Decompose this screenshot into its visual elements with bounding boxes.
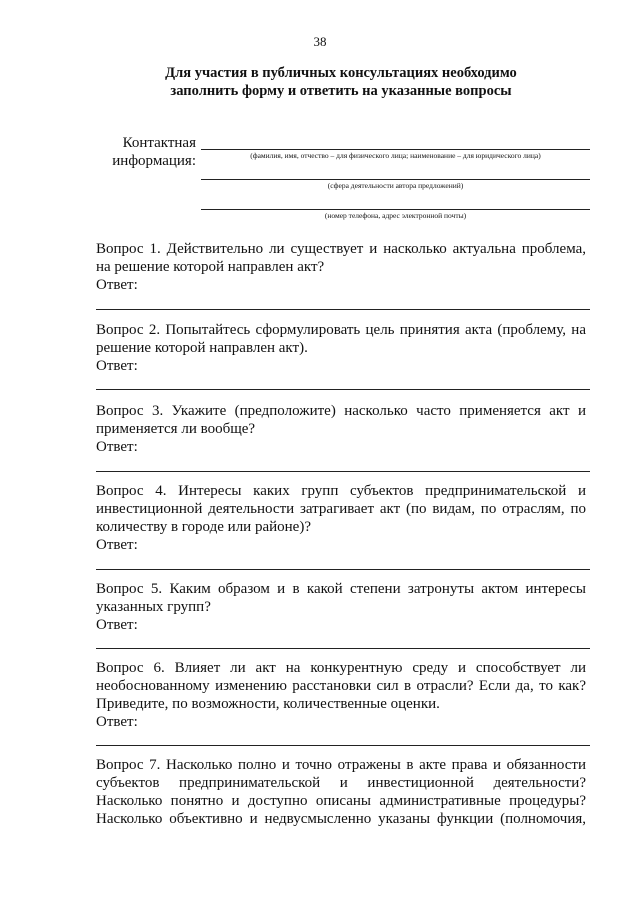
question-1-line-1: Вопрос 1. Действительно ли существует и насколько актуальна проблема, xyxy=(96,241,586,257)
question-3-line-1: Вопрос 3. Укажите (предположите) насколько часто применяется акт и xyxy=(96,403,586,419)
question-2-line-2: решение которой направлен акт). xyxy=(96,340,308,356)
answer-label: Ответ: xyxy=(96,537,138,553)
contact-activity-caption: (сфера деятельности автора предложений) xyxy=(327,181,464,190)
contact-label-line-2: информация: xyxy=(112,153,196,169)
question-5 xyxy=(96,580,586,634)
title-line-1: Для участия в публичных консультациях необходимо xyxy=(165,65,517,81)
answer-2-line[interactable] xyxy=(96,389,590,390)
contact-phone-email-caption: (номер телефона, адрес электронной почты) xyxy=(324,211,467,220)
question-1 xyxy=(96,240,586,294)
question-2-line-1: Вопрос 2. Попытайтесь сформулировать цель принятия акта (проблему, на xyxy=(96,322,586,338)
answer-label: Ответ: xyxy=(96,358,138,374)
question-6 xyxy=(96,659,586,731)
question-4-line-1: Вопрос 4. Интересы каких групп субъектов предпринимательской и xyxy=(96,483,586,499)
question-2 xyxy=(96,321,586,375)
question-7-line-2: субъектов предпринимательской и инвестиционной деятельности? xyxy=(96,775,586,791)
question-6-line-2: необоснованному изменению расстановки сил в отрасли? Если да, то как? xyxy=(96,678,586,694)
answer-4-line[interactable] xyxy=(96,569,590,570)
contact-phone-email-field[interactable] xyxy=(201,209,590,210)
question-4 xyxy=(96,482,586,554)
question-7 xyxy=(96,756,586,828)
answer-6-line[interactable] xyxy=(96,745,590,746)
contact-name-field[interactable] xyxy=(201,149,590,150)
answer-3-line[interactable] xyxy=(96,471,590,472)
contact-activity-field[interactable] xyxy=(201,179,590,180)
question-4-line-3: количеству в городе или районе)? xyxy=(96,519,311,535)
question-3-line-2: применяется ли вообще? xyxy=(96,421,256,437)
answer-1-line[interactable] xyxy=(96,309,590,310)
contact-label-line-1: Контактная xyxy=(122,135,196,151)
question-7-line-3: Насколько понятно и доступно описаны административные процедуры? xyxy=(96,793,586,809)
form-title xyxy=(96,64,586,100)
question-7-line-1: Вопрос 7. Насколько полно и точно отражены в акте права и обязанности xyxy=(96,757,586,773)
answer-label: Ответ: xyxy=(96,277,138,293)
question-3 xyxy=(96,402,586,456)
answer-label: Ответ: xyxy=(96,439,138,455)
contact-name-caption: (фамилия, имя, отчество – для физического лица; наименование – для юридического лица) xyxy=(250,151,541,160)
title-line-2: заполнить форму и ответить на указанные вопросы xyxy=(170,83,512,99)
answer-5-line[interactable] xyxy=(96,648,590,649)
answer-label: Ответ: xyxy=(96,714,138,730)
question-6-line-3: Приведите, по возможности, количественные оценки. xyxy=(96,696,440,712)
answer-label: Ответ: xyxy=(96,617,138,633)
question-1-line-2: на решение которой направлен акт? xyxy=(96,259,325,275)
question-4-line-2: инвестиционной деятельности затрагивает акт (по видам, по отраслям, по xyxy=(96,501,586,517)
question-7-line-4: Насколько объективно и недвусмысленно указаны функции (полномочия, xyxy=(96,811,586,827)
question-5-line-1: Вопрос 5. Каким образом и в какой степени затронуты актом интересы xyxy=(96,581,586,597)
contact-label xyxy=(100,134,196,170)
question-6-line-1: Вопрос 6. Влияет ли акт на конкурентную среду и способствует ли xyxy=(96,660,586,676)
page-number: 38 xyxy=(313,34,327,49)
question-5-line-2: указанных групп? xyxy=(96,599,211,615)
